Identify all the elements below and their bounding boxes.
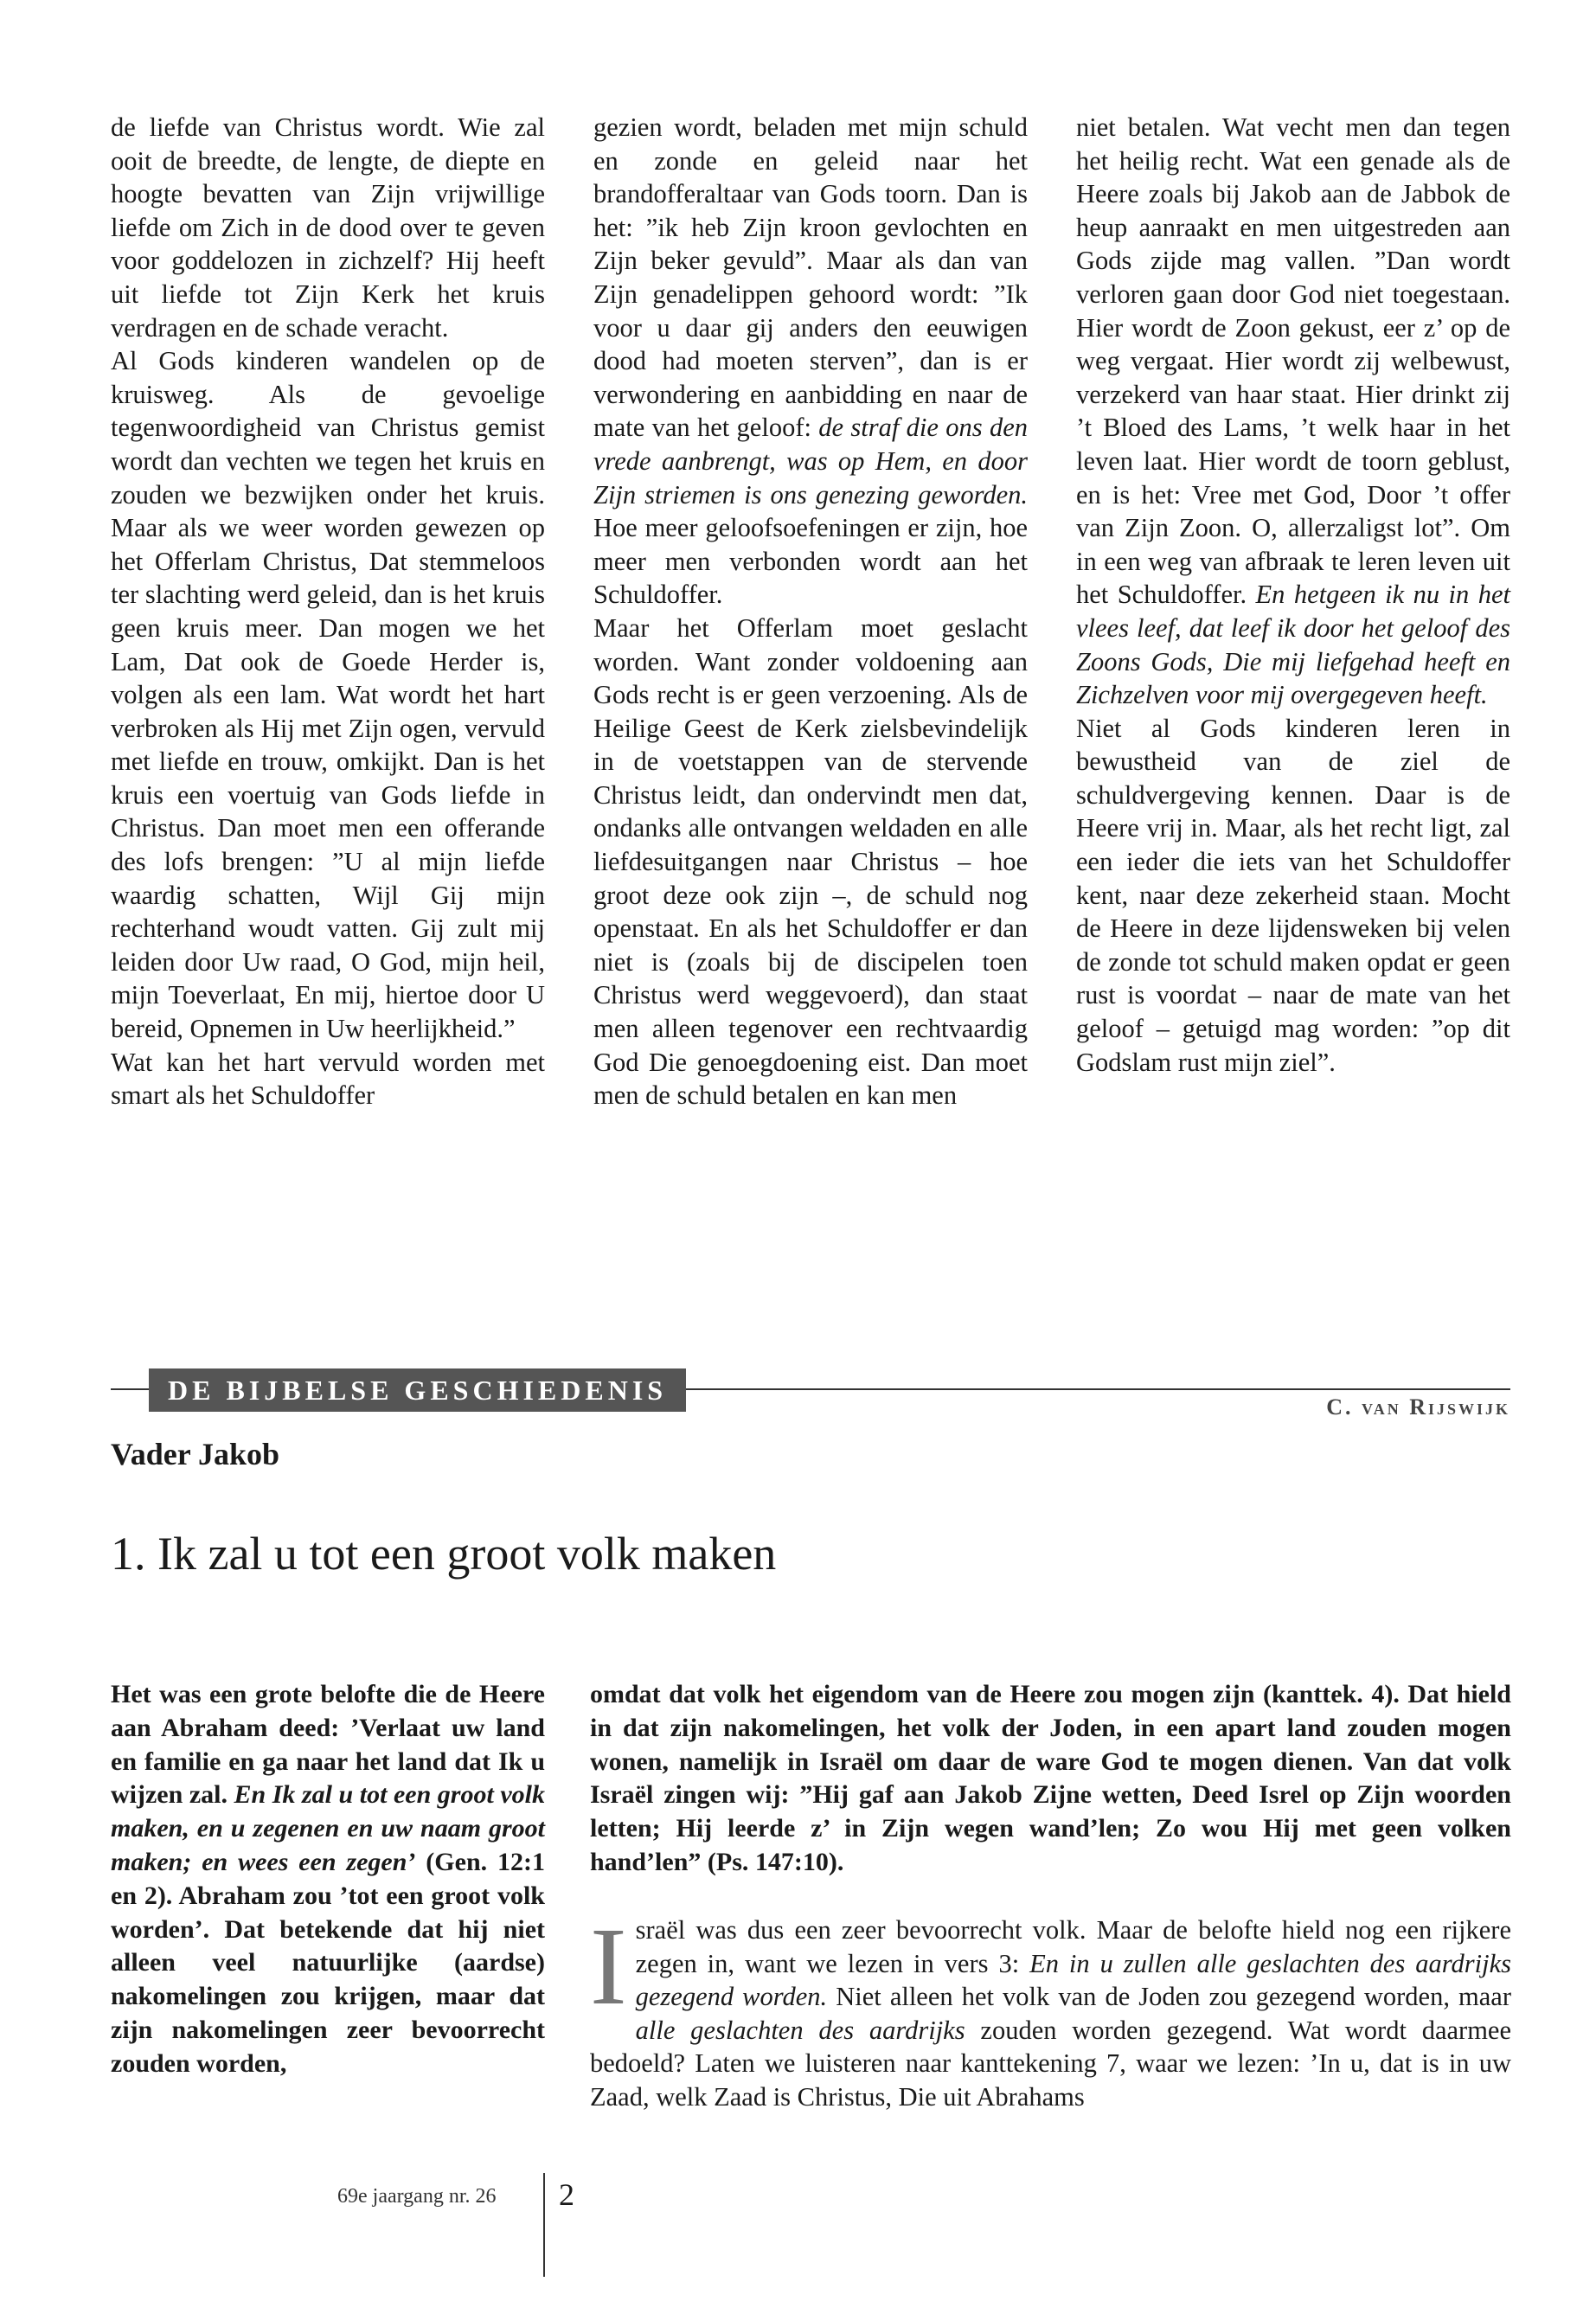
intro-right: omdat dat volk het eigendom van de Heere zou mogen zijn (kanttek. 4). Dat hield in dat zijn nakomelingen, het volk der Joden, in een apart land zouden mogen wonen, namelijk in Israël om daar de ware God te mogen dienen. Van dat volk Israël zingen wij: ”Hij gaf aan Jakob Zijne wetten, Deed Isrel op Zijn woorden letten; Hij leerde z’ in Zijn wegen wand’len; Zo wou Hij met geen volken hand’len” (Ps. 147:10). <box>590 1680 1511 1876</box>
intro-left <box>111 1678 545 2081</box>
footer-divider <box>543 2173 545 2277</box>
paragraph: Wat kan het hart vervuld worden met smart als het Schuldoffer <box>111 1047 545 1111</box>
text-run: (Gen. 12:1 en 2). Abraham zou ’tot een groot volk worden’. Dat betekende dat hij niet alleen veel natuurlijke (aardse) nakomelingen zou krijgen, maar dat zijn nakomelingen zeer bevoorrecht zouden worden, <box>111 1847 545 2078</box>
issue-info: 69e jaargang nr. 26 <box>337 2185 497 2208</box>
paragraph: de liefde van Christus wordt. Wie zal ooit de breedte, de lengte, de diepte en hoogte bevatten van Zijn vrijwillige liefde om Zich in de dood over te geven voor goddelozen in zichzelf? Hij heeft uit liefde tot Zijn Kerk het kruis verdragen en de schade veracht. <box>111 112 545 343</box>
column-3 <box>1076 111 1510 1261</box>
emphasis: alle geslachten des aardrijks <box>635 2015 965 2045</box>
text-run: gezien wordt, beladen met mijn schuld en zonde en geleid naar het brandofferaltaar van Gods toorn. Dan is het: ”ik heb Zijn kroon gevlochten en Zijn beker gevuld”. Maar als dan van Zijn genadelippen gehoord wordt: ”Ik voor u daar gij anders den eeuwigen dood had moeten sterven”, dan is er verwondering en aanbidding en naar de mate van het geloof: <box>593 112 1028 443</box>
top-columns <box>111 111 1510 1261</box>
column-2 <box>593 111 1028 1261</box>
page-number: 2 <box>559 2177 574 2212</box>
drop-cap: I <box>590 1905 627 2028</box>
column-1 <box>111 111 545 1261</box>
paragraph <box>593 111 1028 612</box>
paragraph: Al Gods kinderen wandelen op de kruisweg. Als de gevoelige tegenwoordigheid van Christus gemist wordt dan vechten we tegen het kruis en zouden we bezwijken onder het kruis. Maar als we weer worden gewezen op het Offerlam Christus, Dat stemmeloos ter slachting werd geleid, dan is het kruis geen kruis meer. Dan mogen we het Lam, Dat ook de Goede Herder is, volgen als een lam. Wat wordt het hart verbroken als Hij met Zijn ogen, vervuld met liefde en trouw, omkijkt. Dan is het kruis een voertuig van Gods liefde in Christus. Dan moet men een offerande des lofs brengen: ”U al mijn liefde waardig schatten, Wijl Gij mijn rechterhand woudt vatten. Gij zult mij leiden door Uw raad, O God, mijn heil, mijn Toeverlaat, En mij, hiertoe door U bereid, Opnemen in Uw heerlijkheid.” <box>111 346 545 1044</box>
section-label: DE BIJBELSE GESCHIEDENIS <box>149 1368 686 1412</box>
scripture-quote: En Ik zal u tot een groot volk maken, en u zegenen en uw naam groot maken; en wees een zegen’ <box>111 1780 545 1876</box>
text-run: Niet alleen het volk van de Joden zou gezegend worden, maar <box>827 1982 1511 2012</box>
text-run: zouden worden gezegend. Wat wordt daarmee bedoeld? Laten we luisteren naar kanttekening 7, waar we lezen: ’In u, dat is in uw Zaad, welk Zaad is Christus, Die uit Abrahams <box>590 2015 1511 2112</box>
scripture-quote: de straf die ons den vrede aanbrengt, was op Hem, en door Zijn striemen is ons genezing geworden. <box>593 413 1028 510</box>
paragraph: Maar het Offerlam moet geslacht worden. Want zonder voldoening aan Gods recht is er geen verzoening. Als de Heilige Geest de Kerk zielsbevindelijk in de voetstappen van de stervende Christus leidt, dan ondervindt men dat, ondanks alle ontvangen weldaden en alle liefdesuitgangen naar Christus – hoe groot deze ook zijn –, de schuld nog openstaat. En als het Schuldoffer er dan niet is (zoals bij de discipelen toen Christus werd weggevoerd), dan staat men alleen tegenover een rechtvaardig God Die genoegdoening eist. Dan moet men de schuld betalen en kan men <box>593 612 1028 1111</box>
article-title: 1. Ik zal u tot een groot volk maken <box>111 1528 777 1580</box>
paragraph: Niet al Gods kinderen leren in bewustheid van de ziel de schuldvergeving kennen. Daar is de Heere vrij in. Maar, als het recht ligt, zal een ieder die iets van het Schuldoffer kent, naar deze zekerheid staan. Mocht de Heere in deze lijdensweken bij velen de zonde tot schuld maken opdat er geen rust is voordat – naar de mate van het geloof – getuigd mag worden: ”op dit Godslam rust mijn ziel”. <box>1076 713 1510 1077</box>
paragraph <box>1076 111 1510 712</box>
scripture-quote: En in u zullen alle geslachten des aardrijks gezegend worden. <box>635 1948 1511 2012</box>
scripture-quote: En hetgeen ik nu in het vlees leef, dat leef ik door het geloof des Zoons Gods, Die mij liefgehad heeft en Zichzelven voor mij overgegeven heeft. <box>1076 580 1510 710</box>
text-run: niet betalen. Wat vecht men dan tegen het heilig recht. Wat een genade als de Heere zoals bij Jakob aan de Jabbok de heup aanraakt en men uitgestreden aan Gods zijde mag vallen. ”Dan wordt verloren gaan door God niet toegestaan. Hier wordt de Zoon gekust, eer z’ op de weg vergaat. Hier wordt zij welbewust, verzekerd van haar staat. Hier drinkt zij ’t Bloed des Lams, ’t welk haar in het leven laat. Hier wordt de toorn geblust, en is het: Vree met God, Door ’t offer van Zijn Zoon. O, allerzaligst lot”. Om in een weg van afbraak te leren leven uit het Schuldoffer. <box>1076 112 1510 610</box>
body-text <box>590 1905 1511 2114</box>
text-run: Het was een grote belofte die de Heere aan Abraham deed: ’Verlaat uw land en familie en ga naar het land dat Ik u wijzen zal. <box>111 1680 545 1810</box>
author-name: C. van Rijswijk <box>1326 1394 1510 1420</box>
text-run: Hoe meer geloofsoefeningen er zijn, hoe meer men verbonden wordt aan het Schuldoffer. <box>593 513 1028 610</box>
text-run: sraël was dus een zeer bevoorrecht volk. Maar de belofte hield nog een rijkere zegen in, want we lezen in vers 3: <box>635 1915 1511 1978</box>
series-title: Vader Jakob <box>111 1437 280 1471</box>
